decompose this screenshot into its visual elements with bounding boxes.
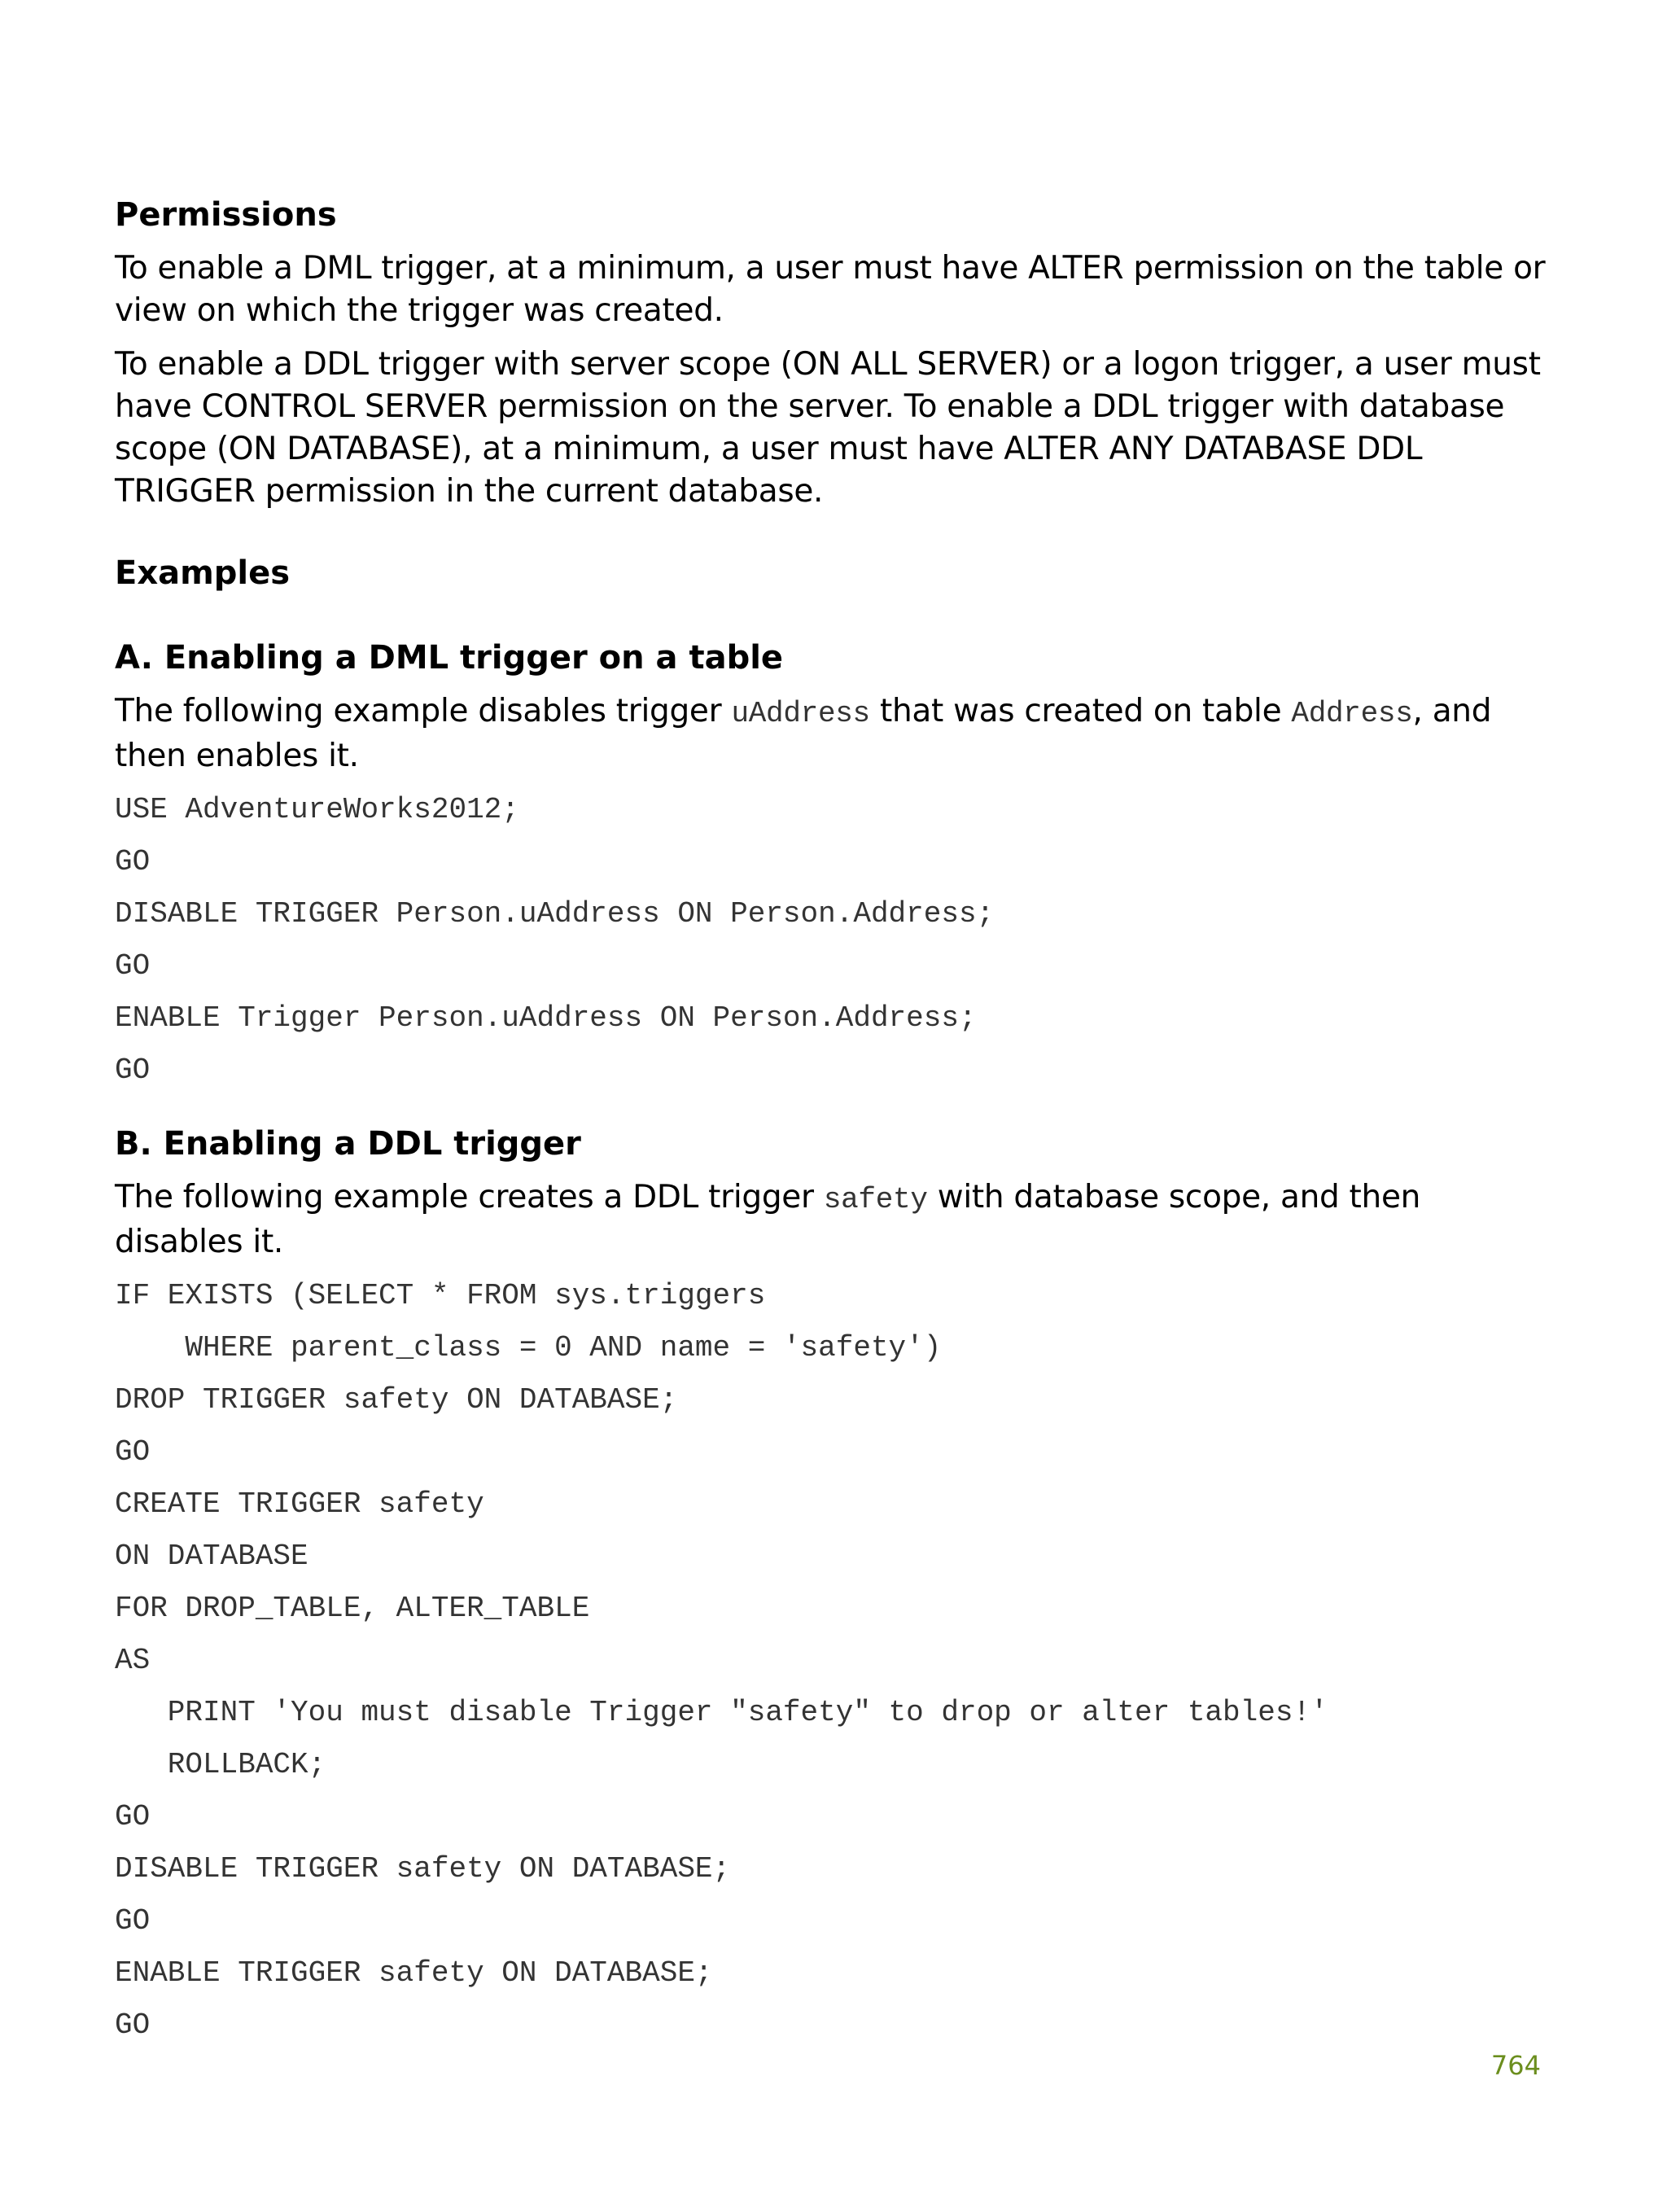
code-line: ON DATABASE [115,1540,308,1573]
example-a-inline-code-2: Address [1291,697,1413,730]
code-line: ENABLE TRIGGER safety ON DATABASE; [115,1956,713,1990]
example-b-intro [115,1176,1547,1264]
example-a-intro-text-2: that was created on table [869,693,1292,729]
code-line: ROLLBACK; [115,1748,326,1781]
page-content [115,194,1547,2052]
code-line: FOR DROP_TABLE, ALTER_TABLE [115,1592,590,1625]
example-a-heading: A. Enabling a DML trigger on a table [115,639,784,677]
example-b-inline-code-1: safety [823,1183,928,1216]
example-b-code-block [115,1270,1547,2052]
example-a-intro-text-1: The following example disables trigger [115,693,732,729]
code-line: GO [115,2008,151,2042]
code-line: GO [115,1800,151,1833]
permissions-paragraph-1: To enable a DML trigger, at a minimum, a user must have ALTER permission on the table or view on which the trigger was created. [115,250,1546,329]
code-line: GO [115,1435,151,1469]
code-line: AS [115,1644,151,1677]
code-line: DISABLE TRIGGER Person.uAddress ON Person.Address; [115,897,995,931]
code-line: DROP TRIGGER safety ON DATABASE; [115,1383,678,1417]
code-line: IF EXISTS (SELECT * FROM sys.triggers [115,1279,766,1312]
examples-heading: Examples [115,554,291,592]
code-line: PRINT 'You must disable Trigger "safety" to drop or alter tables!' [115,1696,1328,1729]
code-line: CREATE TRIGGER safety [115,1487,484,1521]
permissions-heading: Permissions [115,196,337,234]
page-number: 764 [1490,2050,1541,2081]
example-a-intro [115,690,1547,777]
code-line: ENABLE Trigger Person.uAddress ON Person.Address; [115,1001,977,1035]
code-line: GO [115,1053,151,1087]
code-line: USE AdventureWorks2012; [115,793,519,826]
code-line: GO [115,1904,151,1938]
example-b-heading: B. Enabling a DDL trigger [115,1125,581,1163]
example-b-intro-text-1: The following example creates a DDL trigger [115,1179,824,1216]
example-a-inline-code-1: uAddress [731,697,870,730]
code-line: GO [115,845,151,878]
code-line: DISABLE TRIGGER safety ON DATABASE; [115,1852,731,1886]
example-a-intro-text-3: , and then enables it. [115,693,1492,774]
code-line: GO [115,949,151,983]
code-line: WHERE parent_class = 0 AND name = 'safety') [115,1331,942,1364]
example-a-code-block [115,784,1547,1097]
permissions-paragraph-2: To enable a DDL trigger with server scope (ON ALL SERVER) or a logon trigger, a user must have CONTROL SERVER permission on the server. To enable a DDL trigger with database scope (ON DATABASE), at a minimum, a user must have ALTER ANY DATABASE DDL TRIGGER permission in the current database. [115,346,1541,510]
example-b-intro-text-2: with database scope, and then disables it. [115,1179,1421,1260]
